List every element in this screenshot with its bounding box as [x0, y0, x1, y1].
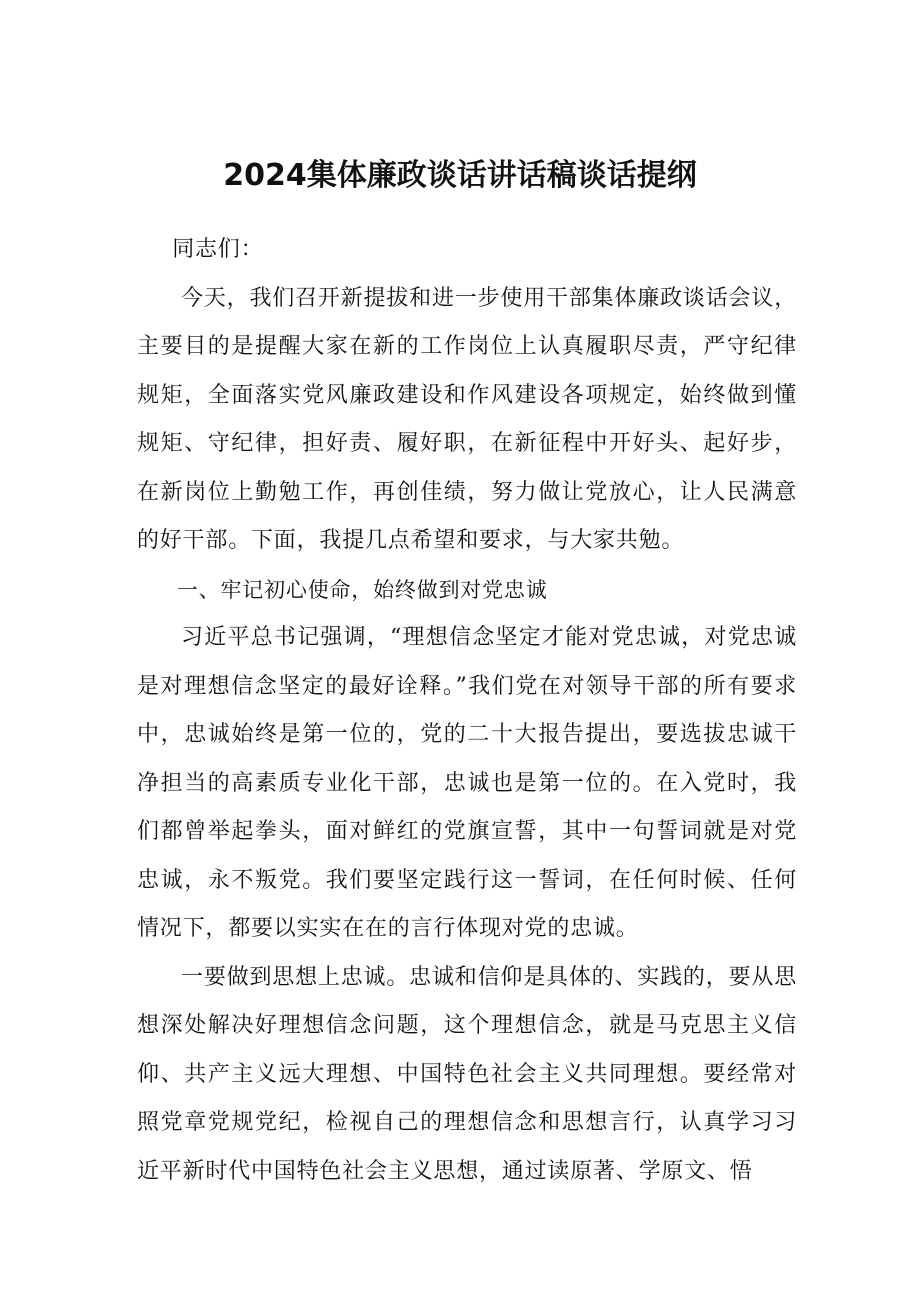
paragraph-loyalty: 习近平总书记强调，“理想信念坚定才能对党忠诚，对党忠诚是对理想信念坚定的最好诠释。”我们党在对领导干部的所有要求中，忠诚始终是第一位的，党的二十大报告提出，要选拔忠诚干净担当的高素质专业化干部，忠诚也是第一位的。在入党时，我们都曾举起拳头，面对鲜红的党旗宣誓，其中一句誓词就是对党忠诚，永不叛党。我们要坚定践行这一誓词，在任何时候、任何情况下，都要以实实在在的言行体现对党的忠诚。: [137, 625, 797, 941]
document-body: [137, 226, 797, 1196]
paragraph-intro: 今天，我们召开新提拔和进一步使用干部集体廉政谈话会议，主要目的是提醒大家在新的工作岗位上认真履职尽责，严守纪律规矩，全面落实党风廉政建设和作风建设各项规定，始终做到懂规矩、守纪律，担好责、履好职，在新征程中开好头、起好步，在新岗位上勤勉工作，再创佳绩，努力做让党放心，让人民满意的好干部。下面，我提几点希望和要求，与大家共勉。: [137, 285, 797, 553]
salutation: 同志们：: [172, 237, 264, 262]
section-heading: 一、牢记初心使命，始终做到对党忠诚: [176, 577, 548, 602]
paragraph-ideological-loyalty: 一要做到思想上忠诚。忠诚和信仰是具体的、实践的，要从思想深处解决好理想信念问题，这个理想信念，就是马克思主义信仰、共产主义远大理想、中国特色社会主义共同理想。要经常对照党章党规党纪，检视自己的理想信念和思想言行，认真学习习近平新时代中国特色社会主义思想，通过读原著、学原文、悟: [137, 964, 797, 1184]
document-title: 2024集体廉政谈话讲话稿谈话提纲: [223, 158, 697, 193]
